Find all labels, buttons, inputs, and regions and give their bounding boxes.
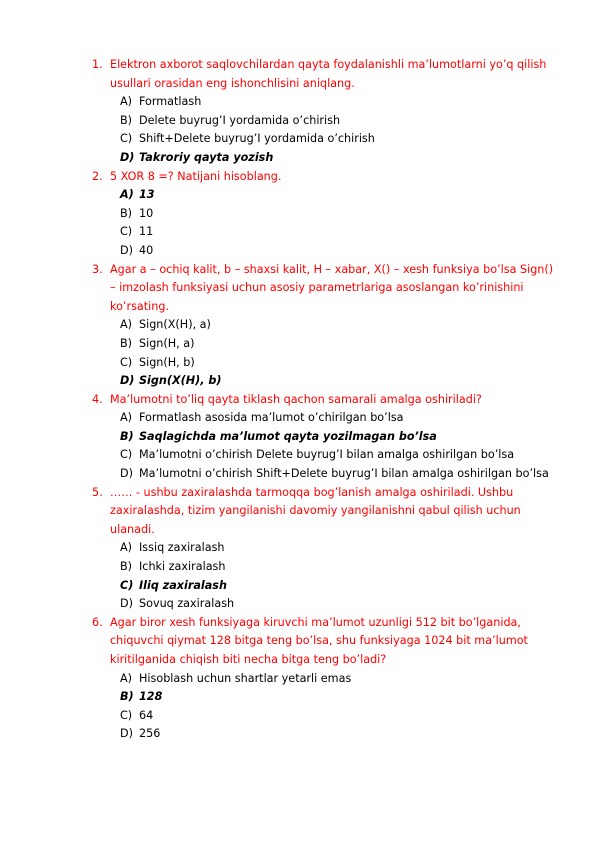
option-text: Hisoblash uchun shartlar yetarli emas (139, 671, 352, 685)
option-letter: A) (120, 671, 133, 685)
option-letter: C) (120, 578, 134, 592)
option-letter: D) (120, 374, 135, 388)
option-text: 128 (139, 690, 163, 704)
answer-option (0, 335, 596, 354)
answer-option-correct (0, 428, 596, 447)
answer-option-correct (0, 577, 596, 596)
question-text: …… - ushbu zaxiralashda tarmoqqa bog’lanish amalga oshiriladi. Ushbu zaxiralashda, tizim yangilanishi davomiy yangilanishni qabul qilish uchun ulanadi. (110, 485, 521, 536)
option-text: Saqlagichda ma’lumot qayta yozilmagan bo’lsa (139, 429, 437, 443)
option-text: Sign(H, b) (139, 355, 195, 369)
option-text: Sovuq zaxiralash (139, 597, 235, 611)
option-text: 13 (139, 188, 155, 202)
question-text: Ma’lumotni to’liq qayta tiklash qachon samarali amalga oshiriladi? (110, 392, 482, 406)
option-letter: D) (120, 150, 135, 164)
option-letter: B) (120, 336, 133, 350)
question-text: Elektron axborot saqlovchilardan qayta foydalanishli ma’lumotlarni yo’q qilish usullari orasidan eng ishonchlisini aniqlang. (110, 58, 547, 90)
answer-option-correct (0, 186, 596, 205)
option-text: Sign(X(H), b) (139, 374, 222, 388)
question-number: 2. (92, 169, 103, 183)
option-text: Takroriy qayta yozish (139, 150, 274, 164)
option-text: Iliq zaxiralash (139, 578, 227, 592)
answer-option (0, 539, 596, 558)
answer-option (0, 446, 596, 465)
option-letter: C) (120, 225, 133, 239)
option-text: 64 (139, 708, 154, 722)
option-text: 40 (139, 243, 154, 257)
answer-options (0, 409, 596, 483)
option-text: Ma’lumotni o’chirish Delete buyrug’I bilan amalga oshirilgan bo’lsa (139, 448, 515, 462)
answer-options (0, 670, 596, 744)
answer-option (0, 223, 596, 242)
question-item (0, 391, 596, 484)
answer-option (0, 725, 596, 744)
option-letter: B) (120, 113, 133, 127)
option-letter: B) (120, 560, 133, 574)
question-list (0, 56, 596, 744)
option-text: 10 (139, 206, 154, 220)
answer-options (0, 316, 596, 390)
answer-option (0, 409, 596, 428)
option-letter: C) (120, 355, 133, 369)
question-text: Agar biror xesh funksiyaga kiruvchi ma’lumot uzunligi 512 bit bo’lganida, chiquvchi qiymat 128 bitga teng bo’lsa, shu funksiyaga 1024 bit ma’lumot kiritilganida chiqish biti necha bitga teng bo’ladi? (110, 615, 528, 666)
option-letter: C) (120, 448, 133, 462)
question-number: 1. (92, 58, 103, 71)
option-letter: D) (120, 467, 133, 481)
answer-options (0, 539, 596, 613)
answer-option-correct (0, 688, 596, 707)
question-number: 4. (92, 392, 103, 406)
question-item (0, 484, 596, 614)
answer-options (0, 93, 596, 167)
answer-option (0, 558, 596, 577)
option-text: Ma’lumotni o’chirish Shift+Delete buyrug’I bilan amalga oshirilgan bo’lsa (139, 467, 549, 481)
option-letter: C) (120, 132, 133, 146)
option-text: Ichki zaxiralash (139, 560, 226, 574)
option-letter: D) (120, 597, 133, 611)
option-letter: A) (120, 188, 134, 202)
option-letter: B) (120, 429, 134, 443)
option-text: Shift+Delete buyrug’I yordamida o’chirish (139, 132, 375, 146)
option-letter: A) (120, 541, 133, 555)
answer-option (0, 465, 596, 484)
option-letter: B) (120, 206, 133, 220)
option-text: Formatlash (139, 95, 202, 109)
answer-option (0, 354, 596, 373)
answer-option (0, 130, 596, 149)
answer-option (0, 595, 596, 614)
option-text: 256 (139, 727, 161, 741)
option-letter: B) (120, 690, 134, 704)
question-number: 3. (92, 262, 103, 276)
answer-option (0, 205, 596, 224)
option-letter: A) (120, 95, 133, 109)
option-letter: A) (120, 411, 133, 425)
option-text: 11 (139, 225, 154, 239)
option-text: Sign(H, a) (139, 336, 195, 350)
answer-option-correct (0, 372, 596, 391)
answer-options (0, 186, 596, 260)
answer-option (0, 242, 596, 261)
answer-option (0, 112, 596, 131)
option-letter: A) (120, 318, 133, 332)
option-text: Sign(X(H), a) (139, 318, 211, 332)
answer-option (0, 93, 596, 112)
question-item (0, 261, 596, 391)
question-item (0, 614, 596, 744)
option-letter: D) (120, 727, 133, 741)
question-number: 5. (92, 485, 103, 499)
option-text: Formatlash asosida ma’lumot o’chirilgan bo’lsa (139, 411, 404, 425)
question-item (0, 56, 596, 168)
option-letter: C) (120, 708, 133, 722)
question-number: 6. (92, 615, 103, 629)
answer-option-correct (0, 149, 596, 168)
option-letter: D) (120, 243, 133, 257)
question-item (0, 168, 596, 261)
question-text: 5 XOR 8 =? Natijani hisoblang. (110, 169, 282, 183)
answer-option (0, 707, 596, 726)
answer-option (0, 670, 596, 689)
option-text: Delete buyrug’I yordamida o’chirish (139, 113, 341, 127)
option-text: Issiq zaxiralash (139, 541, 225, 555)
question-text: Agar a – ochiq kalit, b – shaxsi kalit, H – xabar, X() – xesh funksiya bo’lsa Sign() – imzolash funksiyasi uchun asosiy parametrlariga asoslangan ko’rinishini ko’rsating. (110, 262, 554, 313)
answer-option (0, 316, 596, 335)
